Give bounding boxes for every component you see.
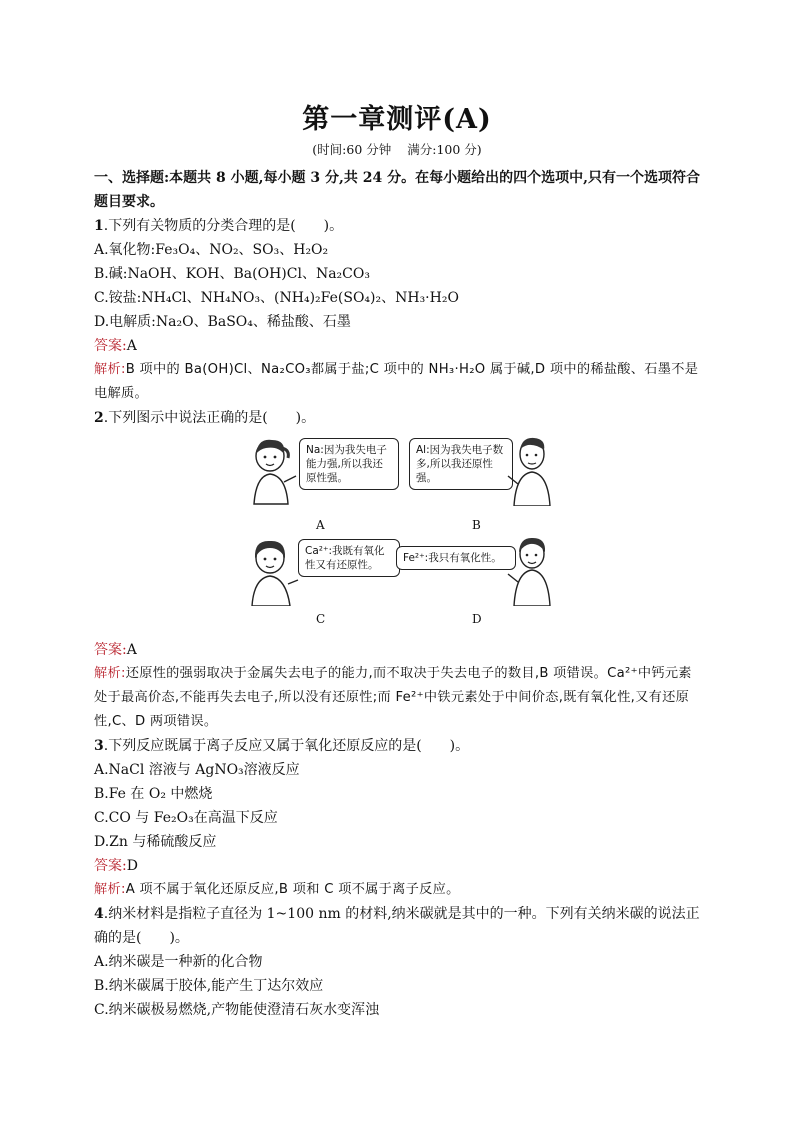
- question-4-stem: 4.纳米材料是指粒子直径为 1~100 nm 的材料,纳米碳就是其中的一种。下列有关纳米碳的说法正确的是( )。: [94, 906, 700, 946]
- question-2-stem: 2.下列图示中说法正确的是( )。: [94, 410, 316, 426]
- girl-figure-a: [244, 436, 299, 506]
- time-limit: (时间:60 分钟: [312, 142, 392, 157]
- q1-explanation: 解析:B 项中的 Ba(OH)Cl、Na₂CO₃都属于盐;C 项中的 NH₃·H₂O 属于碱,D 项中的稀盐酸、石墨不是电解质。: [94, 362, 699, 401]
- caption-b: B: [472, 518, 481, 532]
- caption-c: C: [316, 612, 326, 626]
- question-number: 1: [94, 218, 104, 234]
- caption-d: D: [472, 612, 482, 626]
- q1-option-c: C.铵盐:NH₄Cl、NH₄NO₃、(NH₄)₂Fe(SO₄)₂、NH₃·H₂O: [94, 290, 459, 306]
- q4-option-b: B.纳米碳属于胶体,能产生丁达尔效应: [94, 978, 324, 994]
- q3-option-c: C.CO 与 Fe₂O₃在高温下反应: [94, 810, 278, 826]
- q3-explanation: 解析:A 项不属于氧化还原反应,B 项和 C 项不属于离子反应。: [94, 882, 460, 897]
- question-number: 4: [94, 906, 104, 922]
- boy-figure-b: [506, 434, 556, 506]
- question-3-stem: 3.下列反应既属于离子反应又属于氧化还原反应的是( )。: [94, 738, 470, 754]
- question-1-stem: 1.下列有关物质的分类合理的是( )。: [94, 218, 344, 234]
- speech-bubble-c: Ca²⁺:我既有氧化性又有还原性。: [298, 539, 400, 577]
- q2-explanation: 解析:还原性的强弱取决于金属失去电子的能力,而不取决于失去电子的数目,B 项错误。Ca²⁺中钙元素处于最高价态,不能再失去电子,所以没有还原性;而 Fe²⁺中铁元素处于中间价态,既有氧化性,又有还原性,C、D 两项错误。: [94, 666, 692, 729]
- q1-answer: 答案:A: [94, 338, 137, 354]
- explain-label: 解析:: [94, 882, 126, 897]
- section-heading: 一、选择题:本题共 8 小题,每小题 3 分,共 24 分。在每小题给出的四个选项中,只有一个选项符合题目要求。: [94, 170, 700, 210]
- q3-option-d: D.Zn 与稀硫酸反应: [94, 834, 217, 850]
- q1-option-b: B.碱:NaOH、KOH、Ba(OH)Cl、Na₂CO₃: [94, 266, 370, 282]
- q3-option-a: A.NaCl 溶液与 AgNO₃溶液反应: [94, 762, 300, 778]
- speech-bubble-a: Na:因为我失电子能力强,所以我还原性强。: [299, 438, 399, 490]
- answer-label: 答案:: [94, 642, 127, 658]
- q4-option-c: C.纳米碳极易燃烧,产物能使澄清石灰水变浑浊: [94, 1002, 380, 1018]
- caption-a: A: [316, 518, 325, 532]
- q3-option-b: B.Fe 在 O₂ 中燃烧: [94, 786, 213, 802]
- answer-label: 答案:: [94, 338, 127, 354]
- page-title: 第一章测评(A): [302, 104, 492, 135]
- speech-bubble-b: Al:因为我失电子数多,所以我还原性强。: [409, 438, 513, 490]
- subtitle: [94, 140, 700, 160]
- speech-bubble-d: Fe²⁺:我只有氧化性。: [396, 546, 516, 570]
- q2-answer: 答案:A: [94, 642, 137, 658]
- question-number: 2: [94, 410, 104, 426]
- total-score: 满分:100 分): [407, 142, 482, 157]
- q1-option-a: A.氧化物:Fe₃O₄、NO₂、SO₃、H₂O₂: [94, 242, 329, 258]
- boy-figure-d: [506, 534, 556, 606]
- document-page: [94, 100, 700, 1022]
- girl-figure-c: [244, 536, 299, 606]
- explain-label: 解析:: [94, 362, 126, 377]
- explain-label: 解析:: [94, 666, 126, 681]
- question-number: 3: [94, 738, 104, 754]
- q1-option-d: D.电解质:Na₂O、BaSO₄、稀盐酸、石墨: [94, 314, 351, 330]
- answer-label: 答案:: [94, 858, 127, 874]
- q4-option-a: A.纳米碳是一种新的化合物: [94, 954, 263, 970]
- q3-answer: 答案:D: [94, 858, 138, 874]
- q2-figure: [94, 434, 700, 632]
